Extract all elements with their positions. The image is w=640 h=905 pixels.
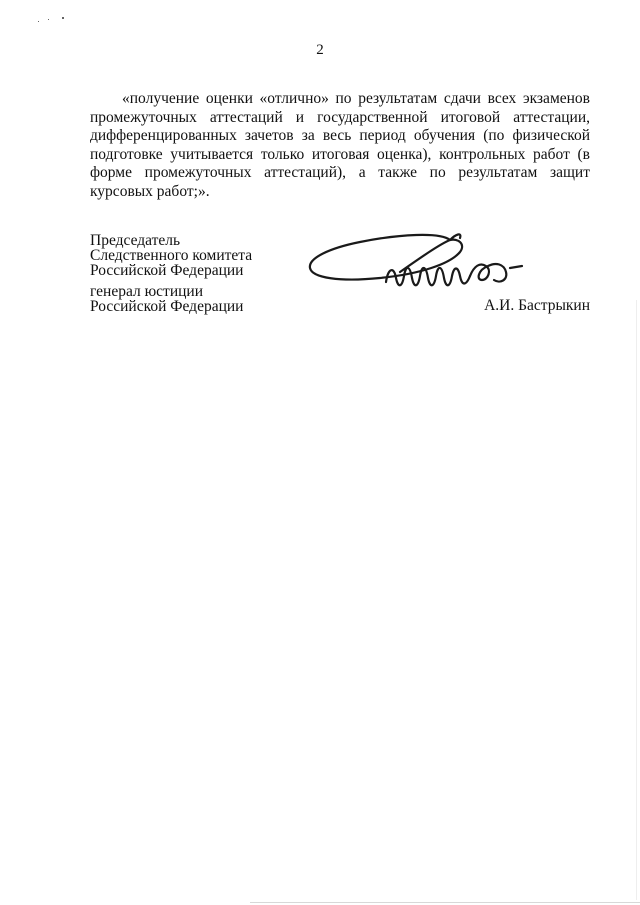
position-line: Российской Федерации <box>90 262 244 279</box>
scan-speck <box>38 21 39 22</box>
page-number: 2 <box>316 42 324 58</box>
scan-speck <box>62 17 64 19</box>
handwritten-signature <box>300 228 540 300</box>
position-line: Председатель <box>90 232 181 249</box>
scan-edge-line <box>250 902 640 903</box>
scan-speck <box>48 19 49 20</box>
scan-edge-line <box>636 300 637 900</box>
position-line: Следственного комитета <box>90 247 253 264</box>
signatory-rank <box>90 284 243 314</box>
rank-line: генерал юстиции <box>90 283 203 300</box>
body-paragraph: «получение оценки «отлично» по результатам сдачи всех экзаменов промежуточных аттестаций и государственной итоговой аттестации, дифференцированных зачетов за весь период обучения (по физической подготовке учитывается только итоговая оценка), контрольных работ (в форме промежуточных аттестаций), а также по результатам защит курсовых работ;». <box>90 90 590 200</box>
signatory-name: А.И. Бастрыкин <box>484 297 590 314</box>
signatory-position <box>90 233 252 278</box>
rank-line: Российской Федерации <box>90 298 244 315</box>
